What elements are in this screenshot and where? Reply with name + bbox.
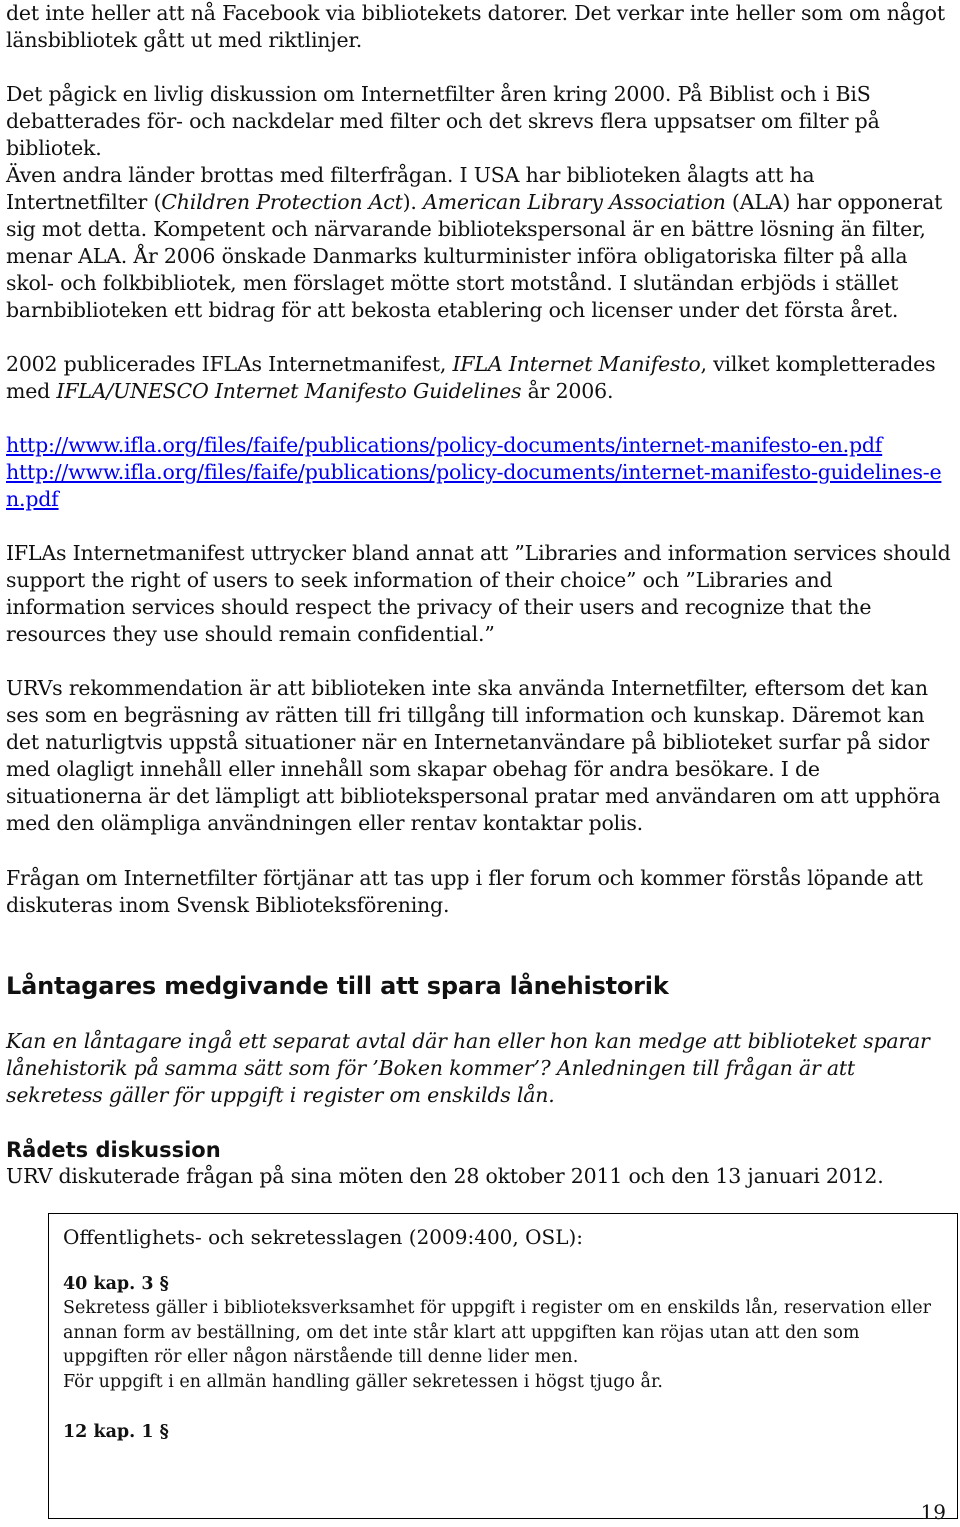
paragraph-usa-text	[6, 162, 954, 324]
section-heading-block	[6, 971, 954, 1001]
paragraph-2000-text: Det pågick en livlig diskussion om Internetfilter åren kring 2000. På Biblist och i BiS debatterades för- och nackdelar med filter och det skrevs flera uppsatser om filter på bibliotek.	[6, 82, 880, 160]
paragraph-ifla-text	[6, 351, 954, 405]
subheading-block	[6, 1137, 954, 1163]
paragraph-usa	[6, 162, 954, 324]
paragraph-urv-text: URVs rekommendation är att biblioteken inte ska använda Internetfilter, eftersom det kan ses som en begräsning av rätten till fri tillgång till information och kunskap. Däremot kan det naturligtvis uppstå situationer när en Internetanvändare på biblioteket surfar på sidor med olagligt innehåll eller innehåll som skapar obehag för andra besökare. I de situationerna är det lämpligt att bibliotekspersonal pratar med användaren om att upphöra med den olämpliga användningen eller rentav kontaktar polis.	[6, 676, 941, 835]
law-excerpt-box	[48, 1213, 958, 1519]
links-paragraph	[6, 432, 954, 513]
links-block	[6, 432, 954, 513]
usa-part3: (ALA) har opponerat sig mot detta. Kompetent och närvarande bibliotekspersonal är en bättre lösning än filter, menar ALA. År 2006 önskade Danmarks kulturminister införa obligatoriska filter på alla skol- och folkbibliotek, men förslaget mötte stort motstånd. I slutändan erbjöds i stället barnbiblioteken ett bidrag för att bekosta etablering och licenser under det första året.	[6, 190, 943, 322]
paragraph-forum-text: Frågan om Internetfilter förtjänar att tas upp i fler forum och kommer förstås löpande att diskuteras inom Svensk Biblioteksförening.	[6, 866, 923, 917]
ala-name: American Library Association	[423, 190, 726, 214]
intro-text: det inte heller att nå Facebook via bibliotekets datorer. Det verkar inte heller som om något länsbibliotek gått ut med riktlinjer.	[6, 1, 945, 52]
paragraph-forum	[6, 865, 954, 919]
usa-part2: ).	[402, 190, 424, 214]
ifla-part1: 2002 publicerades IFLAs Internetmanifest,	[6, 352, 453, 376]
law-section-12-1: 12 kap. 1 §	[63, 1422, 169, 1442]
discussion-paragraph	[6, 1163, 954, 1190]
usa-part1: Även andra länder brottas med filterfrågan. I USA har biblioteken ålagts att ha Intertnetfilter (	[6, 163, 815, 214]
law-section-40-3-text: Sekretess gäller i biblioteksverksamhet för uppgift i register om en enskilds lån, reservation eller annan form av beställning, om det inte står klart att uppgiften kan röjas utan att den som uppgiften rör eller någon närstående till denne lider men.	[63, 1298, 931, 1367]
guidelines-link[interactable]: http://www.ifla.org/files/faife/publications/policy-documents/internet-manifesto-guidelines-en.pdf	[6, 460, 942, 511]
paragraph-urv	[6, 675, 954, 837]
section-heading: Låntagares medgivande till att spara lånehistorik	[6, 972, 669, 1000]
manifesto-name: IFLA Internet Manifesto	[452, 352, 701, 376]
intro-paragraph	[6, 0, 954, 54]
ifla-part2: , vilket kompletterades med	[6, 352, 936, 403]
discussion-text: URV diskuterade frågan på sina möten den 28 oktober 2011 och den 13 januari 2012.	[6, 1164, 884, 1188]
ifla-part3: år 2006.	[521, 379, 614, 403]
question-paragraph	[6, 1028, 954, 1109]
paragraph-ifla	[6, 351, 954, 405]
act-name: Children Protection Act	[161, 190, 403, 214]
law-title: Offentlighets- och sekretesslagen (2009:400, OSL):	[63, 1225, 584, 1249]
page-number: 19	[920, 1500, 946, 1524]
paragraph-quote	[6, 540, 954, 648]
discussion-subheading: Rådets diskussion	[6, 1138, 221, 1162]
paragraph-2000	[6, 81, 954, 162]
manifesto-link[interactable]: http://www.ifla.org/files/faife/publications/policy-documents/internet-manifesto-en.pdf	[6, 433, 883, 457]
question-text: Kan en låntagare ingå ett separat avtal där han eller hon kan medge att biblioteket sparar lånehistorik på samma sätt som för ’Boken kommer’? Anledningen till frågan är att sekretess gäller för uppgift i register om enskilds lån.	[6, 1029, 930, 1107]
guidelines-name: IFLA/UNESCO Internet Manifesto Guidelines	[56, 379, 522, 403]
paragraph-quote-text: IFLAs Internetmanifest uttrycker bland annat att ”Libraries and information services should support the right of users to seek information of their choice” och ”Libraries and information services should respect the privacy of their users and recognize that the resources they use should remain confidential.”	[6, 541, 951, 646]
law-section-40-3-text2: För uppgift i en allmän handling gäller sekretessen i högst tjugo år.	[63, 1371, 663, 1392]
law-section-40-3: 40 kap. 3 §	[63, 1274, 169, 1294]
